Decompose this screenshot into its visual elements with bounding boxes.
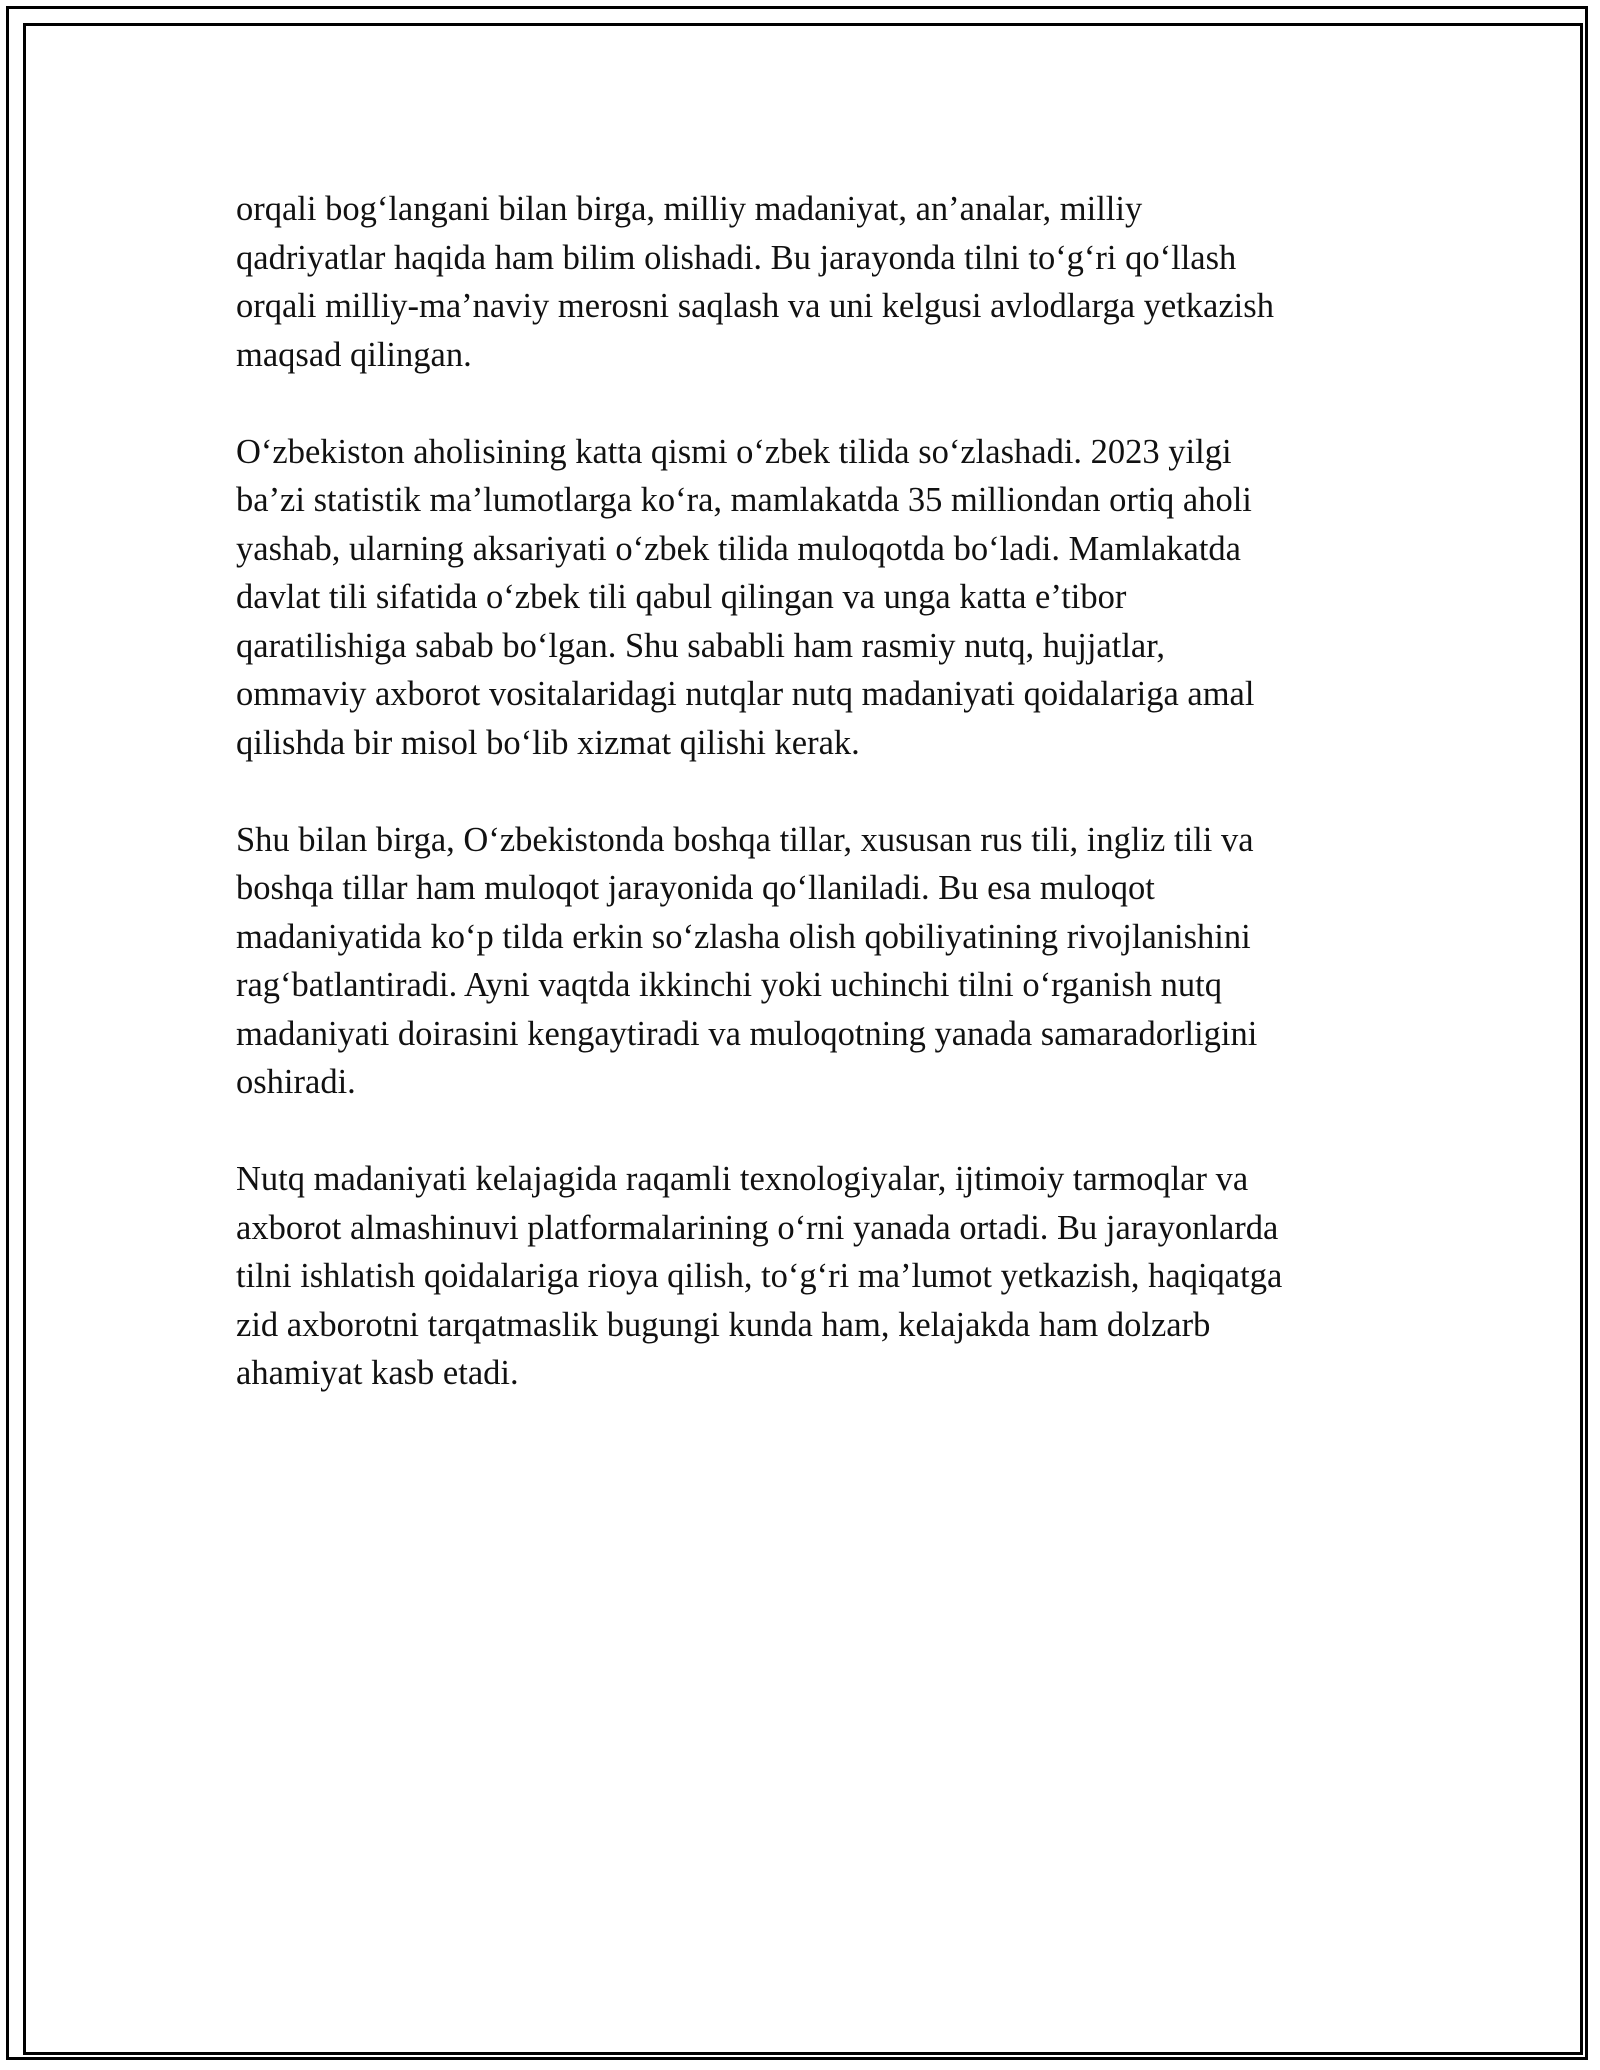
paragraph: Shu bilan birga, O‘zbekistonda boshqa tillar, xususan rus tili, ingliz tili va boshqa tillar ham muloqot jarayonida qo‘llaniladi. Bu esa muloqot madaniyatida ko‘p tilda erkin so‘zlasha olish qobiliyatining rivojlanishini rag‘batlantiradi. Ayni vaqtda ikkinchi yoki uchinchi tilni o‘rganish nutq madaniyati doirasini kengaytiradi va muloqotning yanada samaradorligini oshiradi. bbox=[236, 820, 1258, 1101]
paragraph: Nutq madaniyati kelajagida raqamli texnologiyalar, ijtimoiy tarmoqlar va axborot almashinuvi platformalarining o‘rni yanada ortadi. Bu jarayonlarda tilni ishlatish qoidalariga rioya qilish, to‘g‘ri ma’lumot yetkazish, haqiqatga zid axborotni tarqatmaslik bugungi kunda ham, kelajakda ham dolzarb ahamiyat kasb etadi. bbox=[236, 1160, 1283, 1392]
paragraph: O‘zbekiston aholisining katta qismi o‘zbek tilida so‘zlashadi. 2023 yilgi ba’zi statistik ma’lumotlarga ko‘ra, mamlakatda 35 milliondan ortiq aholi yashab, ularning aksariyati o‘zbek tilida muloqotda bo‘ladi. Mamlakatda davlat tili sifatida o‘zbek tili qabul qilingan va unga katta e’tibor qaratilishiga sabab bo‘lgan. Shu sababli ham rasmiy nutq, hujjatlar, ommaviy axborot vositalaridagi nutqlar nutq madaniyati qoidalariga amal qilishda bir misol bo‘lib xizmat qilishi kerak. bbox=[236, 432, 1255, 762]
document-body bbox=[236, 185, 1376, 1446]
paragraph: orqali bog‘langani bilan birga, milliy madaniyat, an’analar, milliy qadriyatlar haqida ham bilim olishadi. Bu jarayonda tilni to‘g‘ri qo‘llash orqali milliy-ma’naviy merosni saqlash va uni kelgusi avlodlarga yetkazish maqsad qilingan. bbox=[236, 190, 1274, 374]
